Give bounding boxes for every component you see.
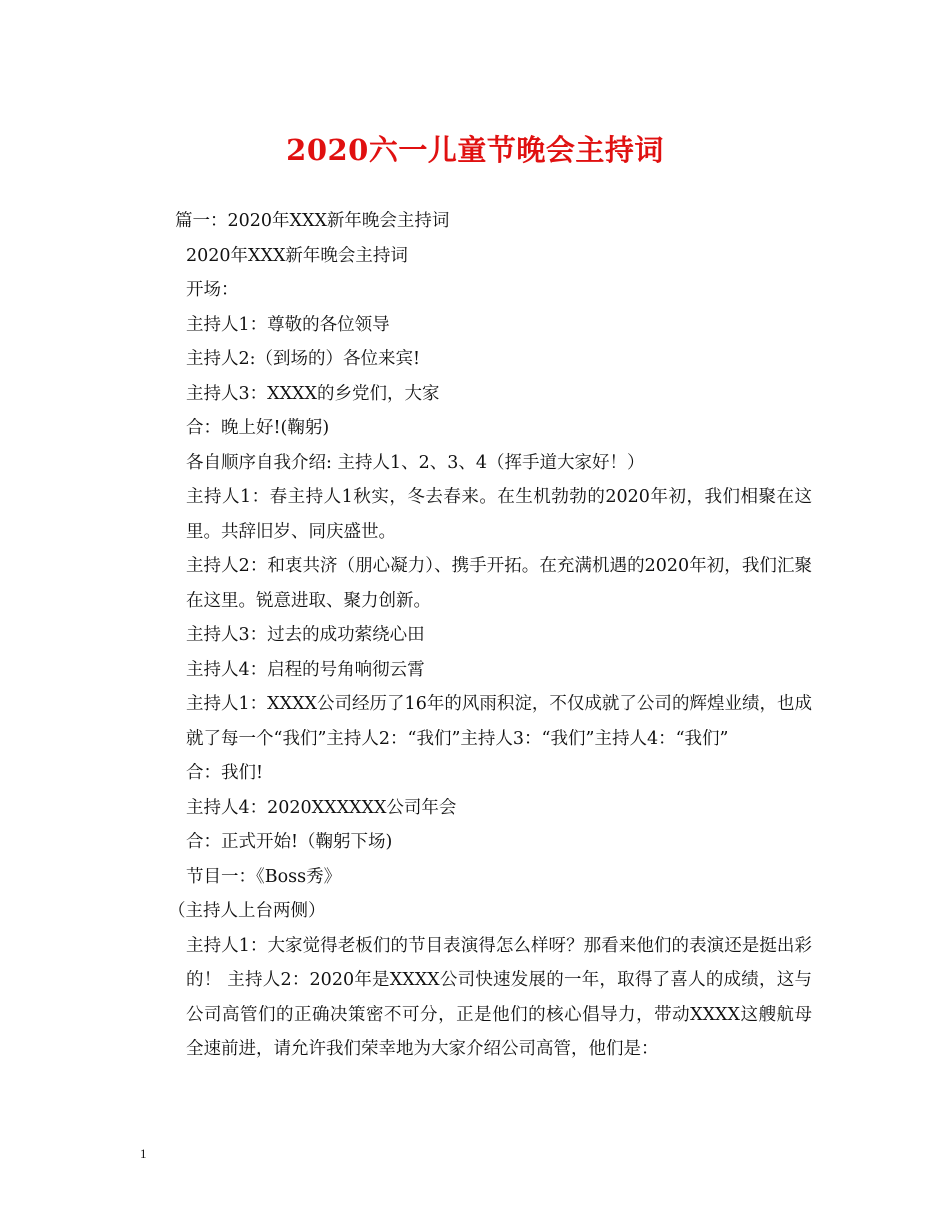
paragraph: 主持人1：XXXX公司经历了16年的风雨积淀，不仅成就了公司的辉煌业绩，也成就了每一个“我们”主持人2：“我们”主持人3：“我们”主持人4：“我们” xyxy=(186,694,812,749)
paragraph: 主持人3：XXXX的乡党们，大家 xyxy=(186,383,440,404)
paragraph: 主持人2：和衷共济（朋心凝力）、携手开拓。在充满机遇的2020年初，我们汇聚在这里。锐意进取、聚力创新。 xyxy=(186,556,812,611)
paragraph: 篇一：2020年XXX新年晚会主持词 xyxy=(175,211,450,231)
page-number: 1 xyxy=(140,1146,147,1161)
paragraph: 主持人1：尊敬的各位领导 xyxy=(186,314,390,335)
paragraph: 主持人1：春主持人1秋实，冬去春来。在生机勃勃的2020年初，我们相聚在这里。共辞旧岁、同庆盛世。 xyxy=(186,487,812,542)
paragraph: 节目一：《Boss秀》 xyxy=(186,866,342,887)
paragraph: 主持人1：大家觉得老板们的节目表演得怎么样呀？那看来他们的表演还是挺出彩的！ 主持人2：2020年是XXXX公司快速发展的一年，取得了喜人的成绩，这与公司高管们的正确决策密不可分，正是他们的核心倡导力，带动XXXX这艘航母全速前进，请允许我们荣幸地为大家介绍公司高管，他们是： xyxy=(186,935,812,1059)
paragraph: （主持人上台两侧） xyxy=(168,901,326,921)
paragraph: 主持人2:（到场的）各位来宾! xyxy=(186,349,421,369)
paragraph: 主持人4：2020XXXXXX公司年会 xyxy=(186,797,457,818)
paragraph: 合：我们! xyxy=(186,763,264,783)
paragraph: 主持人3：过去的成功萦绕心田 xyxy=(186,625,425,645)
paragraph: 开场： xyxy=(186,280,239,300)
paragraph: 2020年XXX新年晚会主持词 xyxy=(186,245,408,266)
paragraph: 合：晚上好!(鞠躬) xyxy=(186,418,330,438)
paragraph: 合：正式开始!（鞠躬下场) xyxy=(186,832,393,852)
paragraph: 各自顺序自我介绍: 主持人1、2、3、4（挥手道大家好！） xyxy=(186,452,645,473)
document-title: 2020六一儿童节晚会主持词 xyxy=(286,133,664,167)
paragraph: 主持人4：启程的号角响彻云霄 xyxy=(186,659,425,680)
document-body xyxy=(140,204,812,1067)
